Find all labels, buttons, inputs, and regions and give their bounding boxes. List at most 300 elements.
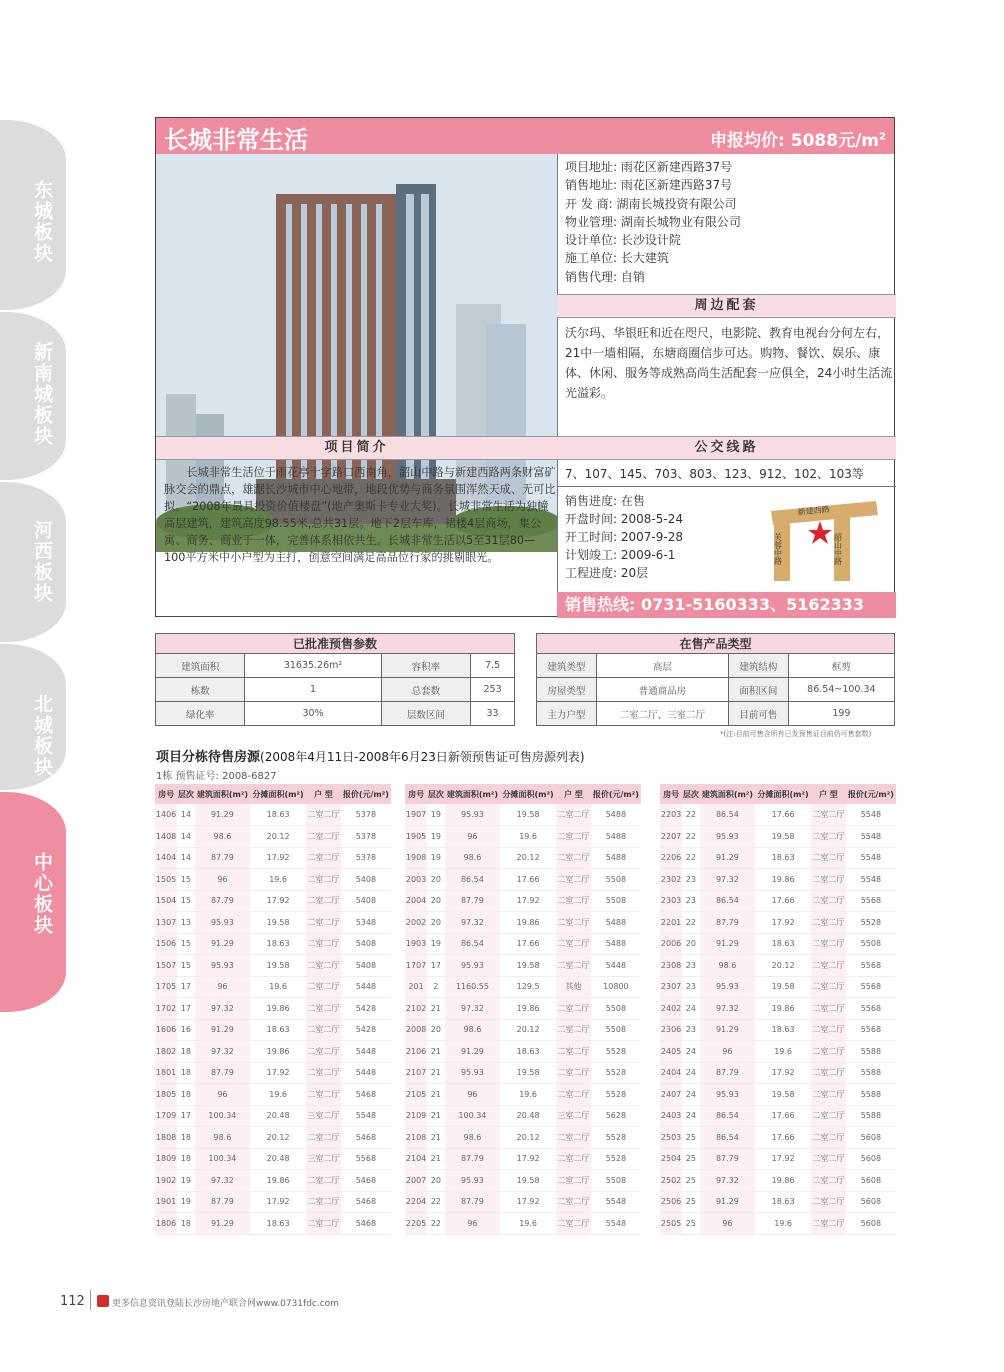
- table-cell: 22: [682, 847, 699, 869]
- table-cell: 二室二厅: [556, 1084, 591, 1106]
- info-agent: 销售代理: 自销: [565, 269, 645, 284]
- table-cell: 95.93: [700, 1084, 756, 1106]
- table-cell: 17.92: [500, 890, 556, 912]
- tab-xinnancheng[interactable]: [0, 312, 66, 480]
- tab-hexi[interactable]: [0, 482, 66, 642]
- table-row: [660, 1170, 896, 1192]
- site-logo-icon: [97, 1295, 109, 1307]
- table-cell: 5508: [591, 890, 641, 912]
- table-row: [405, 1062, 641, 1084]
- table-cell: 19.6: [500, 826, 556, 848]
- table-cell: 18: [177, 1062, 194, 1084]
- table-row: [155, 1041, 391, 1063]
- table-cell: 19.6: [755, 1041, 811, 1063]
- table-cell: 17.66: [755, 1105, 811, 1127]
- table-cell: 24: [682, 998, 699, 1020]
- cell: 199: [788, 702, 894, 726]
- table-cell: 二室二厅: [306, 976, 341, 998]
- table-cell: 16: [177, 1019, 194, 1041]
- table-cell: 18.63: [500, 1041, 556, 1063]
- table-cell: 5568: [846, 976, 896, 998]
- table-cell: 2105: [405, 1084, 427, 1106]
- tab-label: 中心板块: [31, 852, 53, 936]
- products-title: 在售产品类型: [537, 634, 895, 654]
- table-cell: 19.86: [250, 998, 306, 1020]
- info-builder: 施工单位: 长大建筑: [565, 251, 669, 266]
- table-cell: 20.12: [500, 847, 556, 869]
- table-cell: 17.66: [500, 869, 556, 891]
- table-row: [660, 1148, 896, 1170]
- column-header: 户 型: [556, 784, 591, 804]
- table-cell: 17.92: [755, 912, 811, 934]
- table-cell: 20: [427, 869, 444, 891]
- table-row: [155, 912, 391, 934]
- table-cell: 20.12: [500, 1019, 556, 1041]
- table-cell: 87.79: [195, 890, 251, 912]
- table-cell: 二室二厅: [556, 804, 591, 826]
- table-row: [405, 1213, 641, 1235]
- table-cell: 19.86: [250, 1041, 306, 1063]
- table-cell: 18.63: [250, 804, 306, 826]
- table-row: [155, 976, 391, 998]
- table-row: [660, 912, 896, 934]
- table-cell: 201: [405, 976, 427, 998]
- table-cell: 5448: [341, 1062, 391, 1084]
- table-cell: 2505: [660, 1213, 682, 1235]
- table-cell: 17.66: [500, 933, 556, 955]
- table-cell: 19: [427, 804, 444, 826]
- cell: 86.54~100.34: [788, 678, 894, 702]
- table-cell: 二室二厅: [556, 1191, 591, 1213]
- table-cell: 17.92: [250, 1191, 306, 1213]
- table-cell: 5608: [846, 1213, 896, 1235]
- table-row: [155, 1170, 391, 1192]
- table-cell: 5468: [341, 1213, 391, 1235]
- table-row: [660, 1084, 896, 1106]
- table-row: [405, 1191, 641, 1213]
- table-cell: 20: [427, 890, 444, 912]
- table-cell: 87.79: [700, 912, 756, 934]
- tab-beicheng[interactable]: [0, 644, 66, 790]
- table-row: [155, 998, 391, 1020]
- table-cell: 15: [177, 955, 194, 977]
- table-cell: 5378: [341, 847, 391, 869]
- table-cell: 1907: [405, 804, 427, 826]
- table-cell: 20.12: [250, 1127, 306, 1149]
- table-cell: 20.12: [250, 826, 306, 848]
- table-cell: 1905: [405, 826, 427, 848]
- table-cell: 21: [427, 998, 444, 1020]
- sales-hotline: 销售热线: 0731-5160333、5162333: [557, 592, 896, 618]
- table-cell: 二室二厅: [811, 890, 846, 912]
- table-cell: 95.93: [195, 912, 251, 934]
- table-cell: 97.32: [195, 1041, 251, 1063]
- table-cell: 5588: [846, 1105, 896, 1127]
- table-cell: 5568: [341, 1148, 391, 1170]
- table-cell: 91.29: [700, 933, 756, 955]
- table-cell: 97.32: [700, 869, 756, 891]
- tab-zhongxin[interactable]: [0, 792, 66, 1012]
- table-cell: 5528: [591, 1041, 641, 1063]
- table-cell: 5408: [341, 890, 391, 912]
- column-header: 房号: [155, 784, 177, 804]
- table-cell: 86.54: [700, 804, 756, 826]
- table-cell: 97.32: [195, 998, 251, 1020]
- cell: 绿化率: [156, 702, 245, 726]
- table-row: [660, 826, 896, 848]
- table-cell: 5548: [341, 1105, 391, 1127]
- column-header: 层次: [177, 784, 194, 804]
- table-cell: 17: [427, 955, 444, 977]
- table-row: [405, 869, 641, 891]
- table-cell: 18: [177, 1148, 194, 1170]
- tab-dongcheng[interactable]: [0, 120, 66, 310]
- table-cell: 17.92: [755, 1062, 811, 1084]
- table-cell: 97.32: [700, 1170, 756, 1192]
- table-row: [155, 804, 391, 826]
- table-cell: 97.32: [700, 998, 756, 1020]
- table-cell: 二室二厅: [556, 1062, 591, 1084]
- table-cell: 87.79: [445, 1148, 501, 1170]
- table-cell: 2008: [405, 1019, 427, 1041]
- table-cell: 20.12: [755, 955, 811, 977]
- table-cell: 5608: [846, 1148, 896, 1170]
- opening-date: 开盘时间: 2008-5-24: [565, 512, 683, 526]
- table-cell: 二室二厅: [811, 847, 846, 869]
- page-number: 112: [60, 1294, 85, 1309]
- table-cell: 2106: [405, 1041, 427, 1063]
- table-cell: 二室二厅: [811, 1213, 846, 1235]
- table-cell: 24: [682, 1041, 699, 1063]
- cell: 框剪: [788, 654, 894, 678]
- table-cell: 25: [682, 1148, 699, 1170]
- table-cell: 1707: [405, 955, 427, 977]
- listing-table-2: [405, 784, 641, 1235]
- table-cell: 二室二厅: [306, 804, 341, 826]
- table-row: [405, 998, 641, 1020]
- table-cell: 20.48: [500, 1105, 556, 1127]
- table-cell: 25: [682, 1191, 699, 1213]
- table-cell: 25: [682, 1213, 699, 1235]
- footer-text: 更多信息资讯登陆长沙房地产联合网www.0731fdc.com: [112, 1299, 339, 1309]
- table-row: [660, 1041, 896, 1063]
- table-cell: 5528: [846, 912, 896, 934]
- table-cell: 二室二厅: [556, 890, 591, 912]
- table-cell: 17: [177, 976, 194, 998]
- table-cell: 19.58: [500, 1062, 556, 1084]
- table-row: [405, 804, 641, 826]
- table-cell: 1406: [155, 804, 177, 826]
- table-cell: 91.29: [700, 847, 756, 869]
- table-cell: 1507: [155, 955, 177, 977]
- table-cell: 二室二厅: [811, 1127, 846, 1149]
- table-cell: 5488: [591, 804, 641, 826]
- table-cell: 5508: [591, 1019, 641, 1041]
- table-cell: 21: [427, 1084, 444, 1106]
- table-cell: 5468: [341, 1170, 391, 1192]
- table-cell: 5588: [846, 1041, 896, 1063]
- table-cell: 二室二厅: [811, 976, 846, 998]
- table-cell: 5468: [341, 1191, 391, 1213]
- cell: 30%: [245, 702, 381, 726]
- table-row: [155, 1105, 391, 1127]
- table-cell: 91.29: [195, 1019, 251, 1041]
- table-cell: 1307: [155, 912, 177, 934]
- table-cell: 19.6: [250, 976, 306, 998]
- table-cell: 5568: [846, 955, 896, 977]
- table-cell: 5488: [591, 847, 641, 869]
- table-cell: 5568: [846, 998, 896, 1020]
- table-cell: 17.92: [250, 1062, 306, 1084]
- cell: 建筑类型: [537, 654, 597, 678]
- info-sales-address: 销售地址: 雨花区新建西路37号: [565, 178, 733, 193]
- cell: 层数区间: [381, 702, 470, 726]
- table-cell: 18: [177, 1084, 194, 1106]
- table-cell: 23: [682, 1019, 699, 1041]
- table-cell: 1702: [155, 998, 177, 1020]
- table-cell: 20: [427, 1019, 444, 1041]
- table-cell: 二室二厅: [811, 933, 846, 955]
- bus-lines: 7、107、145、703、803、123、912、102、103等: [565, 467, 864, 481]
- table-cell: 5378: [341, 826, 391, 848]
- table-cell: 1806: [155, 1213, 177, 1235]
- column-header: 建筑面积(m²): [445, 784, 501, 804]
- listing-title: [156, 746, 585, 765]
- table-cell: 100.34: [195, 1148, 251, 1170]
- tab-label: 新南城板块: [31, 342, 53, 447]
- table-cell: 二室二厅: [556, 1127, 591, 1149]
- table-cell: 二室二厅: [306, 890, 341, 912]
- table-cell: 19.6: [500, 1213, 556, 1235]
- table-row: [155, 869, 391, 891]
- table-cell: 98.6: [445, 1127, 501, 1149]
- table-row: [660, 955, 896, 977]
- table-cell: 2307: [660, 976, 682, 998]
- tab-label: 东城板块: [31, 180, 53, 264]
- table-cell: 87.79: [445, 890, 501, 912]
- table-cell: 二室二厅: [306, 1191, 341, 1213]
- table-cell: 5468: [341, 1084, 391, 1106]
- table-row: [660, 1191, 896, 1213]
- table-row: [405, 1105, 641, 1127]
- table-cell: 2109: [405, 1105, 427, 1127]
- products-table: [536, 633, 895, 726]
- table-cell: 1160.55: [445, 976, 501, 998]
- table-cell: 5428: [341, 1019, 391, 1041]
- table-cell: 二室二厅: [811, 955, 846, 977]
- table-cell: 二室二厅: [811, 1062, 846, 1084]
- listing-range: (2008年4月11日-2008年6月23日新领预售证可售房源列表): [260, 750, 585, 764]
- table-cell: 19.58: [500, 1170, 556, 1192]
- table-row: [660, 933, 896, 955]
- table-cell: 97.32: [195, 1170, 251, 1192]
- table-cell: 5588: [846, 1062, 896, 1084]
- table-cell: 5528: [591, 1062, 641, 1084]
- table-cell: 98.6: [195, 1127, 251, 1149]
- divider: [90, 1290, 91, 1310]
- table-cell: 2306: [660, 1019, 682, 1041]
- table-cell: 5548: [591, 1191, 641, 1213]
- table-cell: 2403: [660, 1105, 682, 1127]
- table-row: [660, 1213, 896, 1235]
- table-row: [155, 1148, 391, 1170]
- table-cell: 2303: [660, 890, 682, 912]
- table-cell: 1408: [155, 826, 177, 848]
- table-cell: 96: [445, 1213, 501, 1235]
- table-row: [405, 1041, 641, 1063]
- column-header: 层次: [682, 784, 699, 804]
- table-row: [660, 1105, 896, 1127]
- table-row: [660, 998, 896, 1020]
- map-road-xinjianxilu: 新建西路: [797, 504, 831, 517]
- table-row: [660, 869, 896, 891]
- table-cell: 5508: [591, 998, 641, 1020]
- table-cell: 19.6: [755, 1213, 811, 1235]
- cell: 1: [245, 678, 381, 702]
- table-cell: 95.93: [445, 804, 501, 826]
- table-cell: 5608: [846, 1170, 896, 1192]
- table-row: [405, 1084, 641, 1106]
- table-row: [405, 1170, 641, 1192]
- table-cell: 1801: [155, 1062, 177, 1084]
- table-cell: 21: [427, 1105, 444, 1127]
- table-cell: 17.66: [755, 804, 811, 826]
- table-row: [660, 1019, 896, 1041]
- table-cell: 1802: [155, 1041, 177, 1063]
- table-cell: 2402: [660, 998, 682, 1020]
- table-cell: 二室二厅: [306, 1213, 341, 1235]
- table-cell: 86.54: [700, 1127, 756, 1149]
- table-cell: 98.6: [445, 847, 501, 869]
- listing-table-1: [155, 784, 391, 1235]
- table-row: [405, 933, 641, 955]
- table-cell: 1903: [405, 933, 427, 955]
- table-cell: 二室二厅: [811, 826, 846, 848]
- table-cell: 二室二厅: [306, 998, 341, 1020]
- column-header: 报价(元/m²): [846, 784, 896, 804]
- table-cell: 18: [177, 1041, 194, 1063]
- table-cell: 二室二厅: [556, 826, 591, 848]
- table-cell: 二室二厅: [306, 847, 341, 869]
- table-cell: 二室二厅: [306, 955, 341, 977]
- table-cell: 14: [177, 847, 194, 869]
- table-cell: 17.92: [500, 1148, 556, 1170]
- table-cell: 1606: [155, 1019, 177, 1041]
- table-cell: 96: [700, 1041, 756, 1063]
- table-cell: 二室二厅: [811, 1191, 846, 1213]
- table-cell: 二室二厅: [556, 1019, 591, 1041]
- table-cell: 5628: [591, 1105, 641, 1127]
- table-row: [405, 955, 641, 977]
- table-cell: 1805: [155, 1084, 177, 1106]
- table-cell: 2004: [405, 890, 427, 912]
- table-row: [405, 847, 641, 869]
- divider: [557, 486, 896, 487]
- table-cell: 87.79: [195, 1062, 251, 1084]
- intro-text: 长城非常生活位于雨花亭十字路口西南角，韶山中路与新建西路两条财富矿脉交会的鼎点，雄踞长沙城市中心地带，地段优势与商务氛围浑然天成、无可比拟。“2008年最具投资价值楼盘”(地产奥斯卡专业大奖)。长城非常生活为独幢高层建筑，建筑高度98.55米,总共31层。地下2层车库，裙楼4层商场，集公寓、商务、商业于一体，完善体系相依共生。长城非常生活以5至31层80—100平方米中小户型为主打，创意空间满足高品位行家的挑剔眼光。: [164, 466, 556, 564]
- table-cell: 2503: [660, 1127, 682, 1149]
- table-cell: 5408: [341, 933, 391, 955]
- table-cell: 19.86: [250, 1170, 306, 1192]
- table-cell: 二室二厅: [556, 1170, 591, 1192]
- table-cell: 14: [177, 826, 194, 848]
- table-cell: 19.6: [250, 869, 306, 891]
- table-cell: 23: [682, 890, 699, 912]
- info-property-mgmt: 物业管理: 湖南长城物业有限公司: [565, 214, 741, 229]
- table-cell: 18: [177, 1213, 194, 1235]
- table-cell: 17.92: [500, 1191, 556, 1213]
- table-row: [155, 955, 391, 977]
- table-cell: 1506: [155, 933, 177, 955]
- table-cell: 19: [427, 847, 444, 869]
- card-header: [156, 118, 894, 154]
- table-cell: 三室二厅: [306, 1148, 341, 1170]
- table-cell: 96: [445, 1084, 501, 1106]
- cell: 二室二厅、三室二厅: [596, 702, 728, 726]
- table-row: [405, 912, 641, 934]
- table-cell: 100.34: [445, 1105, 501, 1127]
- table-cell: 19.6: [250, 1084, 306, 1106]
- table-row: [405, 826, 641, 848]
- table-cell: 2308: [660, 955, 682, 977]
- table-cell: 5468: [341, 1127, 391, 1149]
- table-cell: 2201: [660, 912, 682, 934]
- column-header: 分摊面积(m²): [250, 784, 306, 804]
- table-cell: 二室二厅: [306, 1084, 341, 1106]
- table-row: [660, 847, 896, 869]
- cell: 房屋类型: [537, 678, 597, 702]
- table-cell: 17.92: [250, 890, 306, 912]
- table-cell: 19.58: [500, 955, 556, 977]
- table-cell: 1504: [155, 890, 177, 912]
- table-cell: 14: [177, 804, 194, 826]
- table-cell: 96: [700, 1213, 756, 1235]
- listing-table-3: [660, 784, 896, 1235]
- table-cell: 二室二厅: [811, 1084, 846, 1106]
- table-cell: 15: [177, 869, 194, 891]
- presale-license: 1栋 预售证号: 2008-6827: [156, 771, 277, 782]
- cell: 253: [471, 678, 515, 702]
- table-cell: 21: [427, 1148, 444, 1170]
- table-cell: 5488: [591, 912, 641, 934]
- info-developer: 开 发 商: 湖南长城投资有限公司: [565, 196, 737, 211]
- table-cell: 21: [427, 1041, 444, 1063]
- table-cell: 1709: [155, 1105, 177, 1127]
- table-cell: 22: [682, 912, 699, 934]
- tab-label: 河西板块: [31, 520, 53, 604]
- table-cell: 96: [195, 869, 251, 891]
- table-cell: 5448: [591, 955, 641, 977]
- table-cell: 2007: [405, 1170, 427, 1192]
- table-row: [405, 890, 641, 912]
- table-cell: 17: [177, 1105, 194, 1127]
- table-cell: 二室二厅: [306, 826, 341, 848]
- periphery-text: 沃尔玛、华银旺和近在咫尺，电影院、教育电视台分何左右，21中一墙相隔，东塘商圈信步可达。购物、餐饮、娱乐、康体、休闲、服务等成熟高尚生活配套一应俱全，24小时生活流光溢彩。: [565, 326, 893, 400]
- table-cell: 20.12: [500, 1127, 556, 1149]
- table-row: [155, 933, 391, 955]
- table-cell: 二室二厅: [556, 869, 591, 891]
- presale-params-table: [155, 633, 515, 726]
- table-cell: 18.63: [755, 1019, 811, 1041]
- table-cell: 5528: [591, 1084, 641, 1106]
- table-cell: 5508: [591, 869, 641, 891]
- cell: 建筑结构: [729, 654, 789, 678]
- table-cell: 2207: [660, 826, 682, 848]
- table-cell: 2104: [405, 1148, 427, 1170]
- table-cell: 二室二厅: [811, 912, 846, 934]
- table-cell: 19.86: [500, 912, 556, 934]
- table-cell: 95.93: [445, 1062, 501, 1084]
